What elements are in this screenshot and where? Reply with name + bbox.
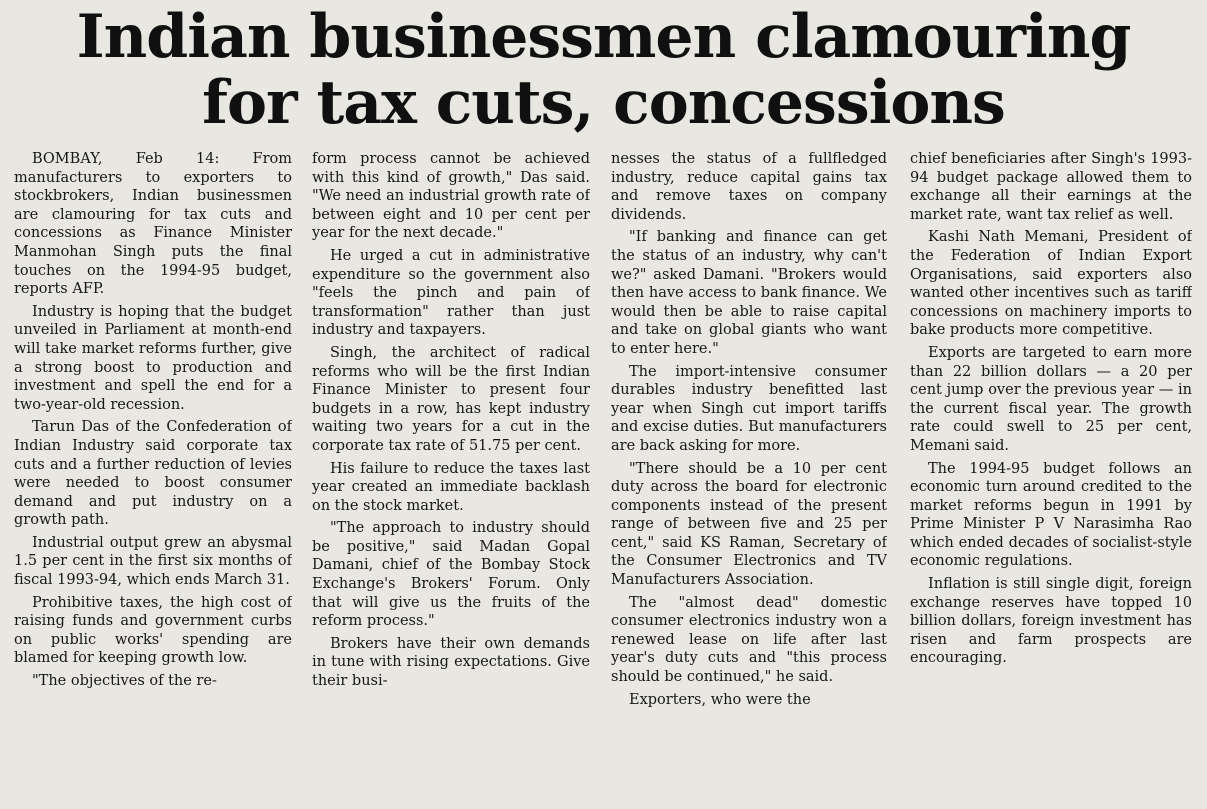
article-column-2 <box>312 150 590 809</box>
paragraph: The "almost dead" domestic consumer electronics industry won a renewed lease on life after last year's duty cuts and "this process should be continued," he said. <box>611 594 887 686</box>
paragraph: The 1994-95 budget follows an economic turn around credited to the market reforms begun in 1991 by Prime Minister P V Narasimha Rao which ended decades of socialist-style economic regulations. <box>910 460 1192 570</box>
paragraph: Brokers have their own demands in tune with rising expectations. Give their busi- <box>312 635 590 690</box>
article-column-1 <box>14 150 292 809</box>
paragraph: Industrial output grew an abysmal 1.5 per cent in the first six months of fiscal 1993-94, which ends March 31. <box>14 534 292 589</box>
paragraph: "The objectives of the re- <box>32 673 217 690</box>
headline-line-2: for tax cuts, concessions <box>202 68 1005 138</box>
paragraph: Exports are targeted to earn more than 22 billion dollars — a 20 per cent jump over the previous year — in the current fiscal year. The growth rate could swell to 25 per cent, Memani said. <box>910 344 1192 454</box>
headline-line-1: Indian businessmen clamouring <box>76 2 1131 72</box>
paragraph: BOMBAY, Feb 14: From manufacturers to exporters to stockbrokers, Indian businessmen are clamouring for tax cuts and concessions as Finance Minister Manmohan Singh puts the final touches on the 1994-95 budget, reports AFP. <box>14 151 292 298</box>
paragraph: form process cannot be achieved with this kind of growth," Das said. "We need an industrial growth rate of between eight and 10 per cent per year for the next decade." <box>312 151 590 242</box>
paragraph: Prohibitive taxes, the high cost of raising funds and government curbs on public works' spending are blamed for keeping growth low. <box>14 594 292 667</box>
paragraph: Exporters, who were the <box>629 691 811 708</box>
paragraph: His failure to reduce the taxes last year created an immediate backlash on the stock market. <box>312 460 590 514</box>
paragraph: Industry is hoping that the budget unveiled in Parliament at month-end will take market reforms further, give a strong boost to production and investment and spell the end for a two-year-old recession. <box>14 303 292 413</box>
paragraph: Tarun Das of the Confederation of Indian Industry said corporate tax cuts and a further reduction of levies were needed to boost consumer demand and put industry on a growth path. <box>14 419 292 529</box>
headline <box>0 4 1207 136</box>
paragraph: Inflation is still single digit, foreign exchange reserves have topped 10 billion dollars, foreign investment has risen and farm prospects are encouraging. <box>910 576 1192 667</box>
paragraph: "The approach to industry should be positive," said Madan Gopal Damani, chief of the Bombay Stock Exchange's Brokers' Forum. Only that will give us the fruits of the reform process." <box>312 520 590 630</box>
paragraph: Kashi Nath Memani, President of the Federation of Indian Export Organisations, said exporters also wanted other incentives such as tariff concessions on machinery imports to bake products more competitive. <box>910 229 1192 339</box>
paragraph: nesses the status of a fullfledged industry, reduce capital gains tax and remove taxes on company dividends. <box>611 151 887 223</box>
paragraph: "There should be a 10 per cent duty across the board for electronic components instead of the present range of between five and 25 per cent," said KS Raman, Secretary of the Consumer Electronics and TV Manufacturers Association. <box>611 460 887 589</box>
article-column-4 <box>910 150 1192 809</box>
article-column-3 <box>611 150 887 809</box>
paragraph: He urged a cut in administrative expenditure so the government also "feels the pinch and pain of transformation" rather than just industry and taxpayers. <box>312 247 590 339</box>
paragraph: "If banking and finance can get the status of an industry, why can't we?" asked Damani. "Brokers would then have access to bank finance. We would then be able to raise capital and take on global giants who want to enter here." <box>611 229 887 357</box>
paragraph: Singh, the architect of radical reforms who will be the first Indian Finance Minister to present four budgets in a row, has kept industry waiting two years for a cut in the corporate tax rate of 51.75 per cent. <box>312 344 590 454</box>
paragraph: chief beneficiaries after Singh's 1993-94 budget package allowed them to exchange all their earnings at the market rate, want tax relief as well. <box>910 151 1192 223</box>
paragraph: The import-intensive consumer durables industry benefitted last year when Singh cut import tariffs and excise duties. But manufacturers are back asking for more. <box>611 363 887 454</box>
